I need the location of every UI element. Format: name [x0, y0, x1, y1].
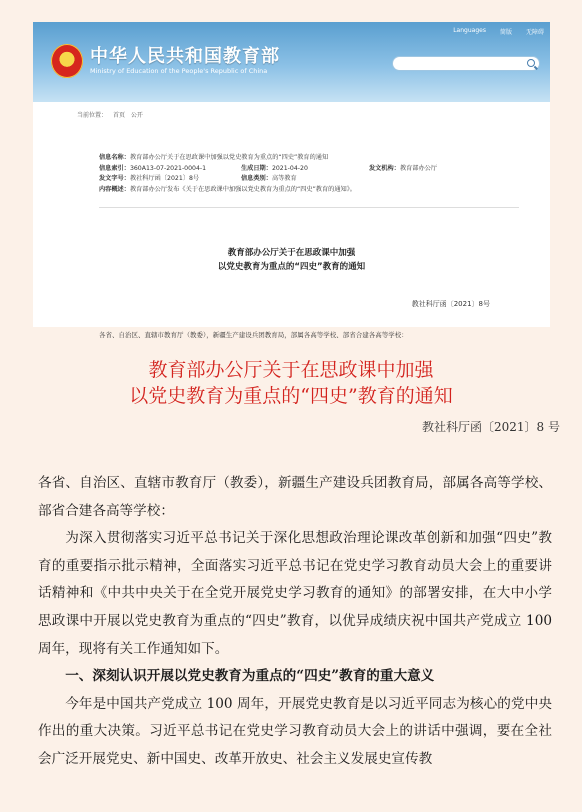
- info-table: [99, 153, 519, 195]
- embedded-doc-title: [33, 246, 550, 274]
- breadcrumb-home[interactable]: 首页: [112, 112, 125, 119]
- paragraph: 为深入贯彻落实习近平总书记关于深化思想政治理论课改革创新和加强“四史”教育的重要指示批示精神，全面落实习近平总书记在党史学习教育动员大会上的重要讲话精神和《中共中央关于在全党开展党史学习教育的通知》的部署安排，在大中小学思政课中开展以党史教育为重点的“四史”教育，以优异成绩庆祝中国共产党成立 100 周年，现将有关工作通知如下。: [38, 530, 552, 657]
- site-header: [33, 22, 550, 102]
- site-title: 中华人民共和国教育部: [90, 46, 280, 67]
- title-line-2: 以党史教育为重点的“四史”教育的通知: [129, 385, 453, 407]
- info-label: 内容概述：: [99, 185, 130, 193]
- info-label: 信息名称：: [99, 154, 130, 161]
- title-line-1: 教育部办公厅关于在思政课中加强: [148, 359, 434, 381]
- national-emblem-icon: [51, 44, 83, 78]
- embedded-doc-number: 教社科厅函〔2021〕8号: [411, 300, 490, 308]
- info-label: 发文字号：: [99, 175, 130, 182]
- info-value: 高等教育: [271, 175, 297, 182]
- accessibility-link[interactable]: 无障碍: [525, 29, 544, 36]
- info-label: 信息索引：: [99, 164, 130, 172]
- info-value: 教育部办公厅: [399, 164, 438, 172]
- page-title: [0, 357, 582, 409]
- embedded-title-line: 以党史教育为重点的“四史”教育的通知: [217, 262, 366, 272]
- info-value: 360A13-07-2021-0004-1: [129, 164, 207, 172]
- section-heading: 一、深刻认识开展以党史教育为重点的“四史”教育的重大意义: [65, 668, 435, 685]
- search-icon[interactable]: [527, 59, 535, 67]
- info-label: 信息类别：: [241, 175, 272, 182]
- breadcrumb: [77, 110, 147, 119]
- info-value: 教育部办公厅关于在思政课中加强以党史教育为重点的“四史”教育的通知: [129, 154, 329, 161]
- embedded-salutation: 各省、自治区、直辖市教育厅（教委），新疆生产建设兵团教育局，部属各高等学校、部省合建各高等学校：: [99, 331, 408, 339]
- breadcrumb-label: 当前位置：: [77, 112, 108, 119]
- info-label: 生成日期：: [241, 164, 272, 172]
- article-body: [38, 470, 552, 774]
- top-links: [453, 27, 544, 36]
- search-input[interactable]: [393, 57, 539, 70]
- divider: [99, 207, 519, 208]
- embedded-title-line: 教育部办公厅关于在思政课中加强: [227, 248, 356, 258]
- info-value: 2021-04-20: [271, 164, 308, 172]
- embedded-webpage-screenshot: [33, 22, 550, 339]
- info-value: 教社科厅函〔2021〕8号: [129, 175, 200, 182]
- simple-version-link[interactable]: 简版: [499, 29, 512, 36]
- info-label: 发文机构：: [369, 164, 400, 172]
- languages-link[interactable]: Languages: [453, 27, 486, 34]
- document-number: 教社科厅函〔2021〕8 号: [422, 420, 560, 434]
- site-subtitle: Ministry of Education of the People's Republic of China: [90, 67, 268, 75]
- breadcrumb-public[interactable]: 公开: [130, 112, 143, 119]
- info-value: 教育部办公厅发布《关于在思政课中加强以党史教育为重点的“四史”教育的通知》。: [129, 185, 356, 193]
- paragraph: 今年是中国共产党成立 100 周年，开展党史教育是以习近平同志为核心的党中央作出的重大决策。习近平总书记在党史学习教育动员大会上的讲话中强调，要在全社会广泛开展党史、新中国史、改革开放史、社会主义发展史宣传教: [38, 695, 552, 767]
- salutation: 各省、自治区、直辖市教育厅（教委），新疆生产建设兵团教育局，部属各高等学校、部省合建各高等学校：: [38, 475, 552, 519]
